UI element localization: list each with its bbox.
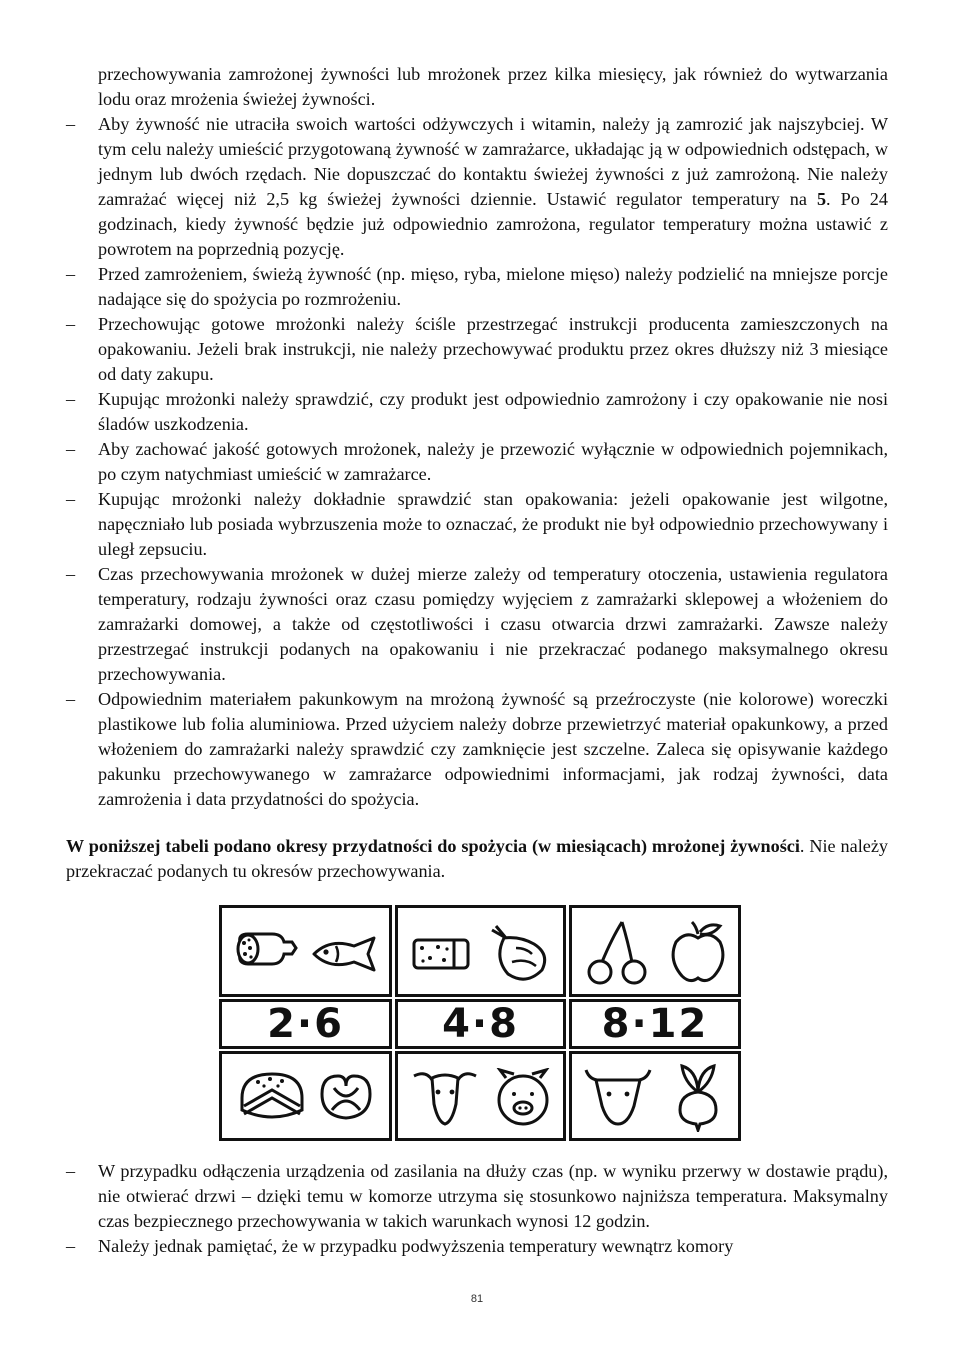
tip-text: Należy jednak pamiętać, że w przypadku podwyższenia temperatury wewnątrz komory [98, 1236, 734, 1256]
table-caption-bold: W poniższej tabeli podano okresy przydatności do spożycia (w miesiącach) mrożonej żywności [66, 836, 800, 856]
storage-months-label: 8·12 [601, 1001, 709, 1047]
salami-icon [410, 934, 472, 974]
fish-icon [310, 936, 380, 972]
tip-text: Kupując mrożonki należy dokładnie sprawdzić stan opakowania: jeżeli opakowanie jest wilgotne, napęczniało lub posiada wybrzuszenia może to oznaczać, że produkt nie był odpowiednio przechowywany i uległ zepsuciu. [98, 489, 888, 559]
tip-text: Czas przechowywania mrożonek w dużej mierze zależy od temperatury otoczenia, ustawienia regulatora temperatury, rodzaju żywności oraz czasu pomiędzy wyjęciem z zamrażarki sklepowej a włożeniem do zamrażarki domowej, a także od częstotliwości i czasu otwarcia drzwi zamrażarki. Zawsze należy przestrzegać instrukcji podanych na opakowaniu i nie przekraczać podanego maksymalnego okresu przechowywania. [98, 564, 888, 684]
storage-months-label: 2·6 [267, 1001, 344, 1047]
cake-icon [238, 1068, 306, 1126]
list-dash: – [66, 489, 76, 509]
list-item [66, 437, 888, 487]
list-item [66, 312, 888, 387]
tip-text: . Po 24 godzinach, kiedy żywność będzie już odpowiednio zamrożona, regulator temperatury można ustawić z powrotem na poprzednią pozycję. [98, 189, 888, 259]
list-dash: – [66, 564, 76, 584]
tip-text: Odpowiednim materiałem pakunkowym na mrożoną żywność są przeźroczyste (nie kolorowe) woreczki plastikowe lub folia aluminiowa. Przed użyciem należy dobrze przewietrzyć materiał opakunkowy, a przed włożeniem do zamrażarki należy sprawdzić czy zamknięcie jest szczelne. Zaleca się opisywanie każdego pakunku przechowywanego w zamrażarce odpowiednimi informacjami, jak rodzaj żywności, data zamrożenia i data przydatności do spożycia. [98, 689, 888, 809]
list-item [66, 112, 888, 262]
list-item [66, 262, 888, 312]
food-icons-cell [219, 1051, 392, 1141]
tip-bold-value: 5 [816, 189, 827, 209]
cow-icon [582, 1066, 654, 1128]
food-icons-cell [395, 1051, 566, 1141]
lamb-icon [412, 1066, 478, 1128]
list-item [66, 1234, 888, 1259]
storage-months-label: 4·8 [442, 1001, 519, 1047]
storage-months-cell [219, 999, 392, 1049]
page-number: 81 [470, 1293, 484, 1305]
food-icons-cell [569, 1051, 741, 1141]
food-icons-cell [219, 905, 392, 997]
food-icons-cell [569, 905, 741, 997]
list-dash: – [66, 114, 76, 134]
list-dash: – [66, 439, 76, 459]
list-item [66, 487, 888, 562]
list-item [66, 687, 888, 812]
list-dash: – [66, 389, 76, 409]
power-outage-list [66, 1159, 888, 1259]
storage-period-table [219, 905, 741, 1141]
table-caption-rest: . Nie należy przekraczać podanych tu okresów przechowywania. [66, 836, 888, 881]
beet-icon [668, 1062, 728, 1132]
list-dash: – [66, 314, 76, 334]
list-dash: – [66, 689, 76, 709]
apple-icon [668, 920, 728, 986]
storage-tips-list [66, 112, 888, 812]
storage-months-cell [569, 999, 741, 1049]
tip-text: W przypadku odłączenia urządzenia od zasilania na dłuży czas (np. w wyniku przerwy w dostawie prądu), nie otwierać drzwi – dzięki temu w komorze utrzyma się stosunkowo najniższa temperatura. Maksymalny czas bezpiecznego przechowywania w takich warunkach wynosi 12 godzin. [98, 1161, 888, 1231]
tip-text: Aby zachować jakość gotowych mrożonek, należy je przewozić wyłącznie w odpowiednich pojemnikach, po czym natychmiast umieścić w zamrażarce. [98, 439, 888, 484]
list-dash: – [66, 264, 76, 284]
tip-text: Przechowując gotowe mrożonki należy ściśle przestrzegać instrukcji producenta zamieszczonych na opakowaniu. Jeżeli brak instrukcji, nie należy przechowywać produktu przez okres dłuższy niż 3 miesiące od daty zakupu. [98, 314, 888, 384]
tip-text: Aby żywność nie utraciła swoich wartości odżywczych i witamin, należy ją zamrozić jak najszybciej. W tym celu należy umieścić przygotowaną żywność w zamrażarce, układając ją w odpowiednich odstępach, w jednym lub dwóch rzędach. Nie dopuszczać do kontaktu świeżej żywności z już zamrożoną. Nie należy zamrażać więcej niż 2,5 kg świeżej żywności dziennie. Ustawić regulator temperatury na [98, 114, 888, 209]
list-item [66, 1159, 888, 1234]
list-item [66, 562, 888, 687]
pig-icon [492, 1068, 554, 1128]
pretzel-icon [316, 1068, 376, 1126]
table-caption [66, 834, 888, 884]
storage-months-cell [395, 999, 566, 1049]
sausage-icon [234, 928, 300, 976]
food-icons-cell [395, 905, 566, 997]
tip-text: Kupując mrożonki należy sprawdzić, czy produkt jest odpowiednio zamrożony i czy opakowanie nie nosi śladów uszkodzenia. [98, 389, 888, 434]
list-item [66, 387, 888, 437]
cherries-icon [586, 918, 650, 988]
list-dash: – [66, 1236, 76, 1256]
intro-paragraph: przechowywania zamrożonej żywności lub mrożonek przez kilka miesięcy, jak również do wytwarzania lodu oraz mrożenia świeżej żywności. [98, 64, 888, 109]
tip-text: Przed zamrożeniem, świeżą żywność (np. mięso, ryba, mielone mięso) należy podzielić na mniejsze porcje nadające się do spożycia po rozmrożeniu. [98, 264, 888, 309]
poultry-icon [486, 918, 552, 988]
list-dash: – [66, 1161, 76, 1181]
